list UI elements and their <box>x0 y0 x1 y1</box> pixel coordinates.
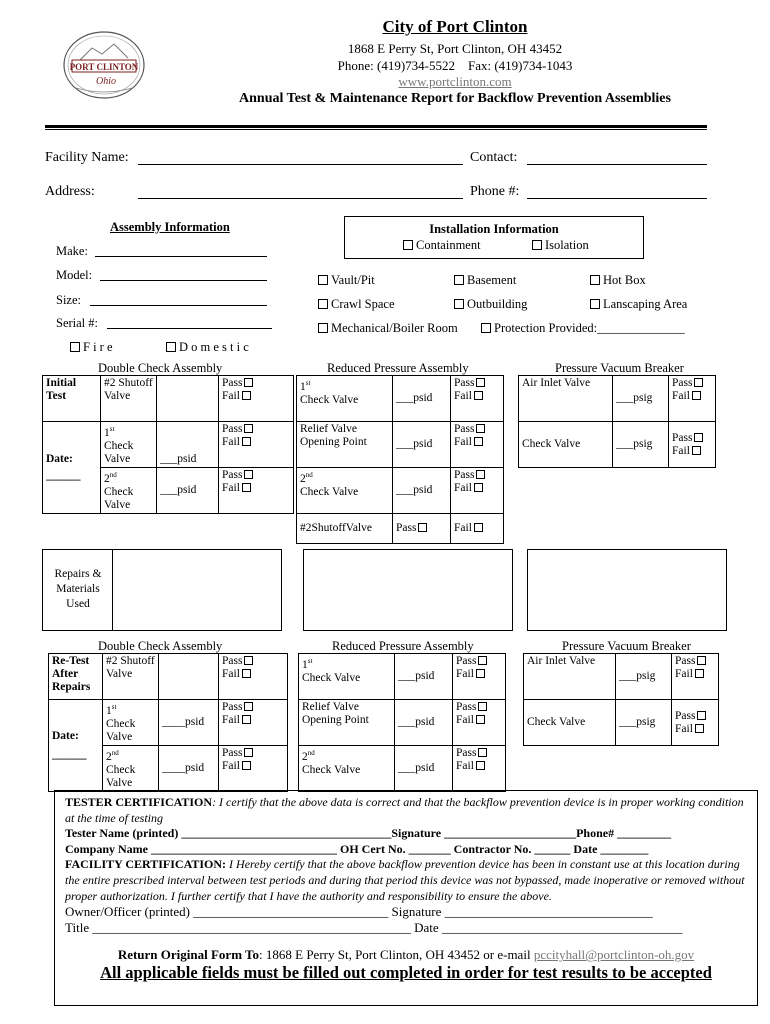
pass-label: Pass <box>222 469 243 481</box>
fail-checkbox[interactable] <box>242 391 251 400</box>
retest-dca-shutoff-label: #2 Shutoff Valve <box>103 654 159 700</box>
dca-check2-passfail[interactable] <box>219 468 294 514</box>
dca-check1-psid[interactable]: ___psid <box>157 422 219 468</box>
fail-label: Fail <box>222 668 240 680</box>
pvb-heading: Pressure Vacuum Breaker <box>555 361 684 375</box>
address-field[interactable] <box>138 198 463 199</box>
dca-shutoff-label: #2 Shutoff Valve <box>101 376 157 422</box>
retest-rpa-check2-label: 2nd Check Valve <box>299 746 395 792</box>
isolation-checkbox[interactable] <box>532 240 542 250</box>
fail-label: Fail <box>675 668 693 680</box>
retest-pvb-check-passfail[interactable] <box>672 700 719 746</box>
return-text: : 1868 E Perry St, Port Clinton, OH 43452 or e-mail <box>259 947 534 963</box>
dca-shutoff-passfail[interactable] <box>219 376 294 422</box>
isolation-option[interactable] <box>532 238 589 253</box>
model-label: Model: <box>56 268 93 282</box>
fail-label: Fail <box>456 714 474 726</box>
fail-label: Fail <box>456 760 474 772</box>
fail-label: Fail <box>222 436 240 448</box>
size-label: Size: <box>56 293 81 307</box>
basement-checkbox[interactable] <box>454 275 464 285</box>
retest-rpa-table <box>298 653 506 792</box>
pass-checkbox[interactable] <box>244 470 253 479</box>
email-link[interactable]: pccityhall@portclinton-oh.gov <box>533 947 695 963</box>
basement-label: Basement <box>467 273 517 287</box>
retest-rpa-relief-psid[interactable]: ___psid <box>395 700 453 746</box>
rpa-check1-label: 1st Check Valve <box>297 376 393 422</box>
assembly-info-heading: Assembly Information <box>110 220 230 234</box>
basement-option[interactable] <box>454 273 516 288</box>
fail-checkbox[interactable] <box>242 715 251 724</box>
return-line <box>65 947 747 963</box>
repairs-label: Repairs & Materials Used <box>54 568 102 610</box>
repairs-box-dca[interactable] <box>42 549 282 631</box>
repairs-box-pvb[interactable] <box>527 549 727 631</box>
size-field[interactable] <box>90 305 267 306</box>
header-rule <box>45 125 707 128</box>
rpa-check2-passfail[interactable] <box>451 468 504 514</box>
fail-label: Fail <box>672 390 690 402</box>
serial-label: Serial #: <box>56 316 99 330</box>
pass-checkbox[interactable] <box>694 433 703 442</box>
rpa-relief-passfail[interactable] <box>451 422 504 468</box>
pvb-air-inlet-psig[interactable]: ___psig <box>613 376 669 422</box>
rpa-shutoff-pass[interactable] <box>393 514 451 544</box>
retest-rpa-check2-passfail[interactable] <box>453 746 506 792</box>
city-address: 1868 E Perry St, Port Clinton, OH 43452 <box>347 41 563 56</box>
fail-label: Fail <box>222 714 240 726</box>
pass-label: Pass <box>672 377 693 389</box>
fail-checkbox[interactable] <box>474 483 483 492</box>
rpa-relief-label: Relief Valve Opening Point <box>297 422 393 468</box>
address-label: Address: <box>45 184 95 199</box>
rpa-relief-psid[interactable]: ___psid <box>393 422 451 468</box>
date-label: Date: <box>46 452 73 465</box>
city-website-link[interactable]: www.portclinton.com <box>398 74 512 89</box>
facility-cert-heading: FACILITY CERTIFICATION: <box>65 857 227 872</box>
phone-field[interactable] <box>527 198 707 199</box>
company-line[interactable]: Company Name _______________________________ OH Cert No. _______ Contractor No. ______ Date ________ <box>65 841 649 856</box>
pass-label: Pass <box>456 655 477 667</box>
dca-check2-psid[interactable]: ___psid <box>157 468 219 514</box>
crawl-option[interactable] <box>318 297 395 312</box>
initial-test-label: Initial Test <box>43 376 101 422</box>
isolation-label: Isolation <box>545 238 589 252</box>
logo-text: PORT CLINTON <box>69 62 139 72</box>
fail-checkbox[interactable] <box>474 391 483 400</box>
pass-label: Pass <box>222 655 243 667</box>
tester-cert-text: : I certify that the above data is correct and that the backflow prevention device is in proper working condition at the time of testing <box>65 795 744 825</box>
fail-checkbox[interactable] <box>692 446 701 455</box>
make-field[interactable] <box>95 256 267 257</box>
fire-label: F i r e <box>83 340 113 354</box>
fail-label: Fail <box>222 760 240 772</box>
dca-heading: Double Check Assembly <box>98 361 223 375</box>
date-label: Date: <box>52 729 79 742</box>
vault-option[interactable] <box>318 273 375 288</box>
pass-checkbox[interactable] <box>697 711 706 720</box>
facility-name-label: Facility Name: <box>45 150 129 165</box>
fail-checkbox[interactable] <box>692 391 701 400</box>
fail-checkbox[interactable] <box>242 483 251 492</box>
certification-box <box>54 790 758 1006</box>
tester-name-line[interactable]: Tester Name (printed) ___________________________________Signature ______________________Phone# _________ <box>65 826 672 841</box>
pass-checkbox[interactable] <box>478 748 487 757</box>
retest-dca-shutoff-passfail[interactable] <box>219 654 288 700</box>
initial-date-cell[interactable] <box>43 422 101 514</box>
crawl-label: Crawl Space <box>331 297 395 311</box>
retest-dca-check1-psid[interactable]: ____psid <box>159 700 219 746</box>
fail-label: Fail <box>222 390 240 402</box>
title-line[interactable]: Title _________________________________________________ Date _____________________________________ <box>65 919 683 935</box>
domestic-label: D o m e s t i c <box>179 340 249 354</box>
contact-field[interactable] <box>527 164 707 165</box>
dca-check1-label: 1st Check Valve <box>101 422 157 468</box>
retest-date-cell[interactable] <box>49 700 103 792</box>
date-line: ______ <box>46 469 81 482</box>
pass-checkbox[interactable] <box>244 378 253 387</box>
logo-script: Ohio <box>96 76 116 87</box>
vault-label: Vault/Pit <box>331 273 375 287</box>
crawl-checkbox[interactable] <box>318 299 328 309</box>
date-line: ______ <box>52 748 87 761</box>
pvb-check-passfail[interactable] <box>669 422 716 468</box>
landscaping-option[interactable] <box>590 297 687 312</box>
dca-retest-heading: Double Check Assembly <box>98 639 223 653</box>
hotbox-label: Hot Box <box>603 273 646 287</box>
rpa-heading: Reduced Pressure Assembly <box>327 361 469 375</box>
retest-pvb-check-label: Check Valve <box>524 700 616 746</box>
pass-label: Pass <box>454 423 475 435</box>
outbuilding-checkbox[interactable] <box>454 299 464 309</box>
fail-label: Fail <box>675 722 693 735</box>
mechanical-label: Mechanical/Boiler Room <box>331 321 458 335</box>
retest-dca-check2-passfail[interactable] <box>219 746 288 792</box>
fire-checkbox[interactable] <box>70 342 80 352</box>
fail-checkbox[interactable] <box>695 724 704 733</box>
tester-certification <box>65 795 747 826</box>
pass-checkbox[interactable] <box>478 702 487 711</box>
rpa-check1-psid[interactable]: ___psid <box>393 376 451 422</box>
domestic-option[interactable] <box>166 340 249 355</box>
fail-checkbox[interactable] <box>476 715 485 724</box>
pvb-air-inlet-label: Air Inlet Valve <box>519 376 613 422</box>
pass-checkbox[interactable] <box>244 702 253 711</box>
fail-label: Fail <box>454 390 472 402</box>
repairs-box-rpa[interactable] <box>303 549 513 631</box>
pass-label: Pass <box>675 655 696 667</box>
retest-pvb-air-inlet-label: Air Inlet Valve <box>524 654 616 700</box>
fail-checkbox[interactable] <box>695 669 704 678</box>
retest-pvb-air-inlet-psig[interactable]: ___psig <box>616 654 672 700</box>
protection-label: Protection Provided:______________ <box>494 321 685 335</box>
installation-info-box <box>344 216 644 259</box>
city-title: City of Port Clinton <box>382 17 528 36</box>
fail-label: Fail <box>672 444 690 457</box>
retest-rpa-check1-label: 1st Check Valve <box>299 654 395 700</box>
pass-label: Pass <box>222 701 243 713</box>
retest-rpa-check1-passfail[interactable] <box>453 654 506 700</box>
pass-label: Pass <box>456 701 477 713</box>
pass-label: Pass <box>675 709 696 722</box>
header-rule-thin <box>45 129 707 130</box>
pass-label: Pass <box>454 377 475 389</box>
outbuilding-option[interactable] <box>454 297 527 312</box>
retest-rpa-check1-psid[interactable]: ___psid <box>395 654 453 700</box>
pass-label: Pass <box>222 423 243 435</box>
pass-checkbox[interactable] <box>476 424 485 433</box>
rpa-shutoff-label: #2ShutoffValve <box>297 514 393 544</box>
rpa-check1-passfail[interactable] <box>451 376 504 422</box>
fail-label: Fail <box>454 436 472 448</box>
facility-name-field[interactable] <box>138 164 463 165</box>
protection-option[interactable] <box>481 321 685 336</box>
hotbox-checkbox[interactable] <box>590 275 600 285</box>
retest-pvb-air-inlet-passfail[interactable] <box>672 654 719 700</box>
fail-label: Fail <box>454 522 472 534</box>
protection-checkbox[interactable] <box>481 323 491 333</box>
initial-pvb-table <box>518 375 716 468</box>
pass-label: Pass <box>222 377 243 389</box>
pvb-retest-heading: Pressure Vacuum Breaker <box>562 639 691 653</box>
pass-label: Pass <box>454 469 475 481</box>
retest-dca-shutoff-psid[interactable] <box>159 654 219 700</box>
pass-checkbox[interactable] <box>244 656 253 665</box>
retest-dca-check1-label: 1st Check Valve <box>103 700 159 746</box>
mechanical-checkbox[interactable] <box>318 323 328 333</box>
report-title: Annual Test & Maintenance Report for Backflow Prevention Assemblies <box>239 91 671 106</box>
contact-label: Contact: <box>470 150 518 165</box>
initial-rpa-table <box>296 375 504 544</box>
pass-label: Pass <box>672 431 693 444</box>
pass-checkbox[interactable] <box>694 378 703 387</box>
pass-checkbox[interactable] <box>476 378 485 387</box>
retest-dca-check1-passfail[interactable] <box>219 700 288 746</box>
make-label: Make: <box>56 244 88 258</box>
dca-shutoff-psid[interactable] <box>157 376 219 422</box>
outbuilding-label: Outbuilding <box>467 297 528 311</box>
final-notice: All applicable fields must be filled out completed in order for test results to be accepted <box>100 962 712 982</box>
installation-info-heading: Installation Information <box>429 222 559 236</box>
fail-checkbox[interactable] <box>242 669 251 678</box>
pass-label: Pass <box>396 522 417 534</box>
fail-checkbox[interactable] <box>474 523 483 532</box>
fail-label: Fail <box>454 482 472 494</box>
pass-label: Pass <box>222 747 243 759</box>
fail-checkbox[interactable] <box>476 669 485 678</box>
retest-rpa-check2-psid[interactable]: ___psid <box>395 746 453 792</box>
retest-pvb-check-psig[interactable]: ___psig <box>616 700 672 746</box>
initial-dca-table <box>42 375 294 514</box>
serial-field[interactable] <box>107 328 272 329</box>
tester-cert-heading: TESTER CERTIFICATION <box>65 795 213 809</box>
rpa-check2-psid[interactable]: ___psid <box>393 468 451 514</box>
retest-rpa-relief-label: Relief Valve Opening Point <box>299 700 395 746</box>
retest-pvb-table <box>523 653 719 746</box>
fail-checkbox[interactable] <box>242 761 251 770</box>
pvb-check-label: Check Valve <box>519 422 613 468</box>
fail-label: Fail <box>222 482 240 494</box>
retest-label: Re-Test After Repairs <box>49 654 103 700</box>
retest-dca-table <box>48 653 288 792</box>
dca-check1-passfail[interactable] <box>219 422 294 468</box>
pass-checkbox[interactable] <box>478 656 487 665</box>
retest-dca-check2-label: 2nd Check Valve <box>103 746 159 792</box>
phone-label: Phone #: <box>470 184 520 199</box>
pass-checkbox[interactable] <box>697 656 706 665</box>
facility-certification <box>65 857 747 904</box>
fail-checkbox[interactable] <box>242 437 251 446</box>
retest-dca-check2-psid[interactable]: ____psid <box>159 746 219 792</box>
fail-checkbox[interactable] <box>474 437 483 446</box>
domestic-checkbox[interactable] <box>166 342 176 352</box>
facility-cert-text: I Hereby certify that the above backflow prevention device has been in constant use at this location during the entire prescribed interval between test periods and during that period this device was not bypassed, made inoperative or removed without proper authorization. I further certify that I have the authority and responsibility to ensure the above. <box>65 857 745 903</box>
owner-line[interactable]: Owner/Officer (printed) ______________________________ Signature ________________________________ <box>65 904 653 920</box>
model-field[interactable] <box>100 280 267 281</box>
vault-checkbox[interactable] <box>318 275 328 285</box>
city-logo <box>62 30 146 100</box>
return-label: Return Original Form To <box>117 947 260 963</box>
dca-check2-label: 2nd Check Valve <box>101 468 157 514</box>
fail-checkbox[interactable] <box>476 761 485 770</box>
pass-label: Pass <box>456 747 477 759</box>
pass-checkbox[interactable] <box>244 748 253 757</box>
containment-option[interactable] <box>403 238 481 253</box>
pvb-check-psig[interactable]: ___psig <box>613 422 669 468</box>
containment-label: Containment <box>416 238 481 252</box>
landscaping-label: Lanscaping Area <box>603 297 688 311</box>
pass-checkbox[interactable] <box>418 523 427 532</box>
retest-rpa-relief-passfail[interactable] <box>453 700 506 746</box>
rpa-shutoff-fail[interactable] <box>451 514 504 544</box>
pvb-air-inlet-passfail[interactable] <box>669 376 716 422</box>
fire-option[interactable] <box>70 340 113 355</box>
pass-checkbox[interactable] <box>476 470 485 479</box>
mechanical-option[interactable] <box>318 321 458 336</box>
hotbox-option[interactable] <box>590 273 646 288</box>
rpa-check2-label: 2nd Check Valve <box>297 468 393 514</box>
fail-label: Fail <box>456 668 474 680</box>
city-phone-fax: Phone: (419)734-5522 Fax: (419)734-1043 <box>337 58 573 73</box>
landscaping-checkbox[interactable] <box>590 299 600 309</box>
pass-checkbox[interactable] <box>244 424 253 433</box>
rpa-retest-heading: Reduced Pressure Assembly <box>332 639 474 653</box>
containment-checkbox[interactable] <box>403 240 413 250</box>
